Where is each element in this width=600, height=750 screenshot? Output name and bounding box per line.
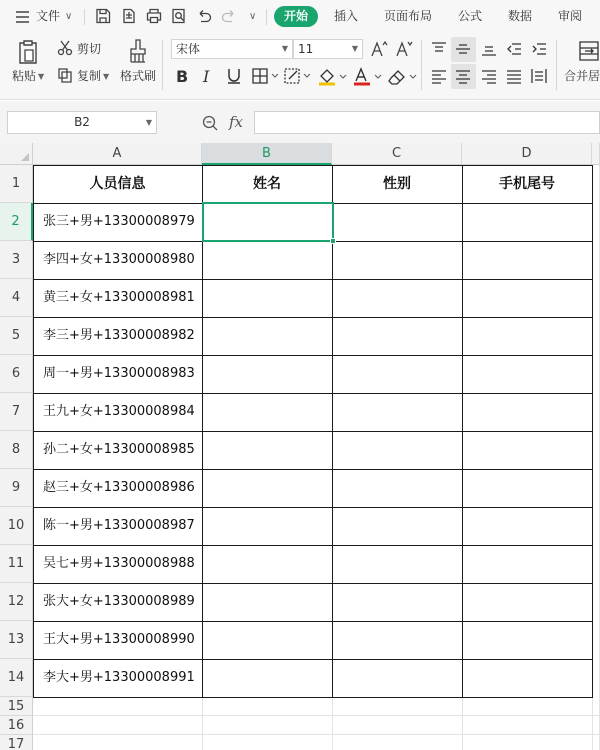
paste-button[interactable]: 粘贴: [12, 69, 37, 83]
cell-d4[interactable]: [472, 279, 590, 317]
column-header-c[interactable]: C: [332, 143, 462, 165]
table-border: [33, 697, 593, 698]
cell-d6[interactable]: [472, 355, 590, 393]
export-pdf-icon[interactable]: [120, 7, 138, 25]
cell-c12[interactable]: [342, 583, 460, 621]
copy-button[interactable]: 复制: [77, 69, 102, 83]
increase-indent-icon[interactable]: [531, 41, 547, 57]
row-header-15[interactable]: 15: [0, 697, 33, 716]
align-right-icon[interactable]: [481, 68, 497, 84]
copy-icon[interactable]: [57, 67, 73, 83]
print-preview-icon[interactable]: [170, 7, 188, 25]
eraser-icon[interactable]: [387, 67, 417, 87]
gridline: [332, 697, 333, 750]
row-header-11[interactable]: 11: [0, 545, 33, 583]
cell-b14[interactable]: [212, 659, 330, 697]
row-header-4[interactable]: 4: [0, 279, 33, 317]
font-name-value: 宋体: [176, 42, 201, 56]
cell-b12[interactable]: [212, 583, 330, 621]
cell-style-icon[interactable]: [283, 67, 311, 85]
cell-d8[interactable]: [472, 431, 590, 469]
cell-b3[interactable]: [212, 241, 330, 279]
chevron-down-icon[interactable]: ∨: [249, 11, 257, 22]
font-name-chevron-icon: ▼: [281, 44, 288, 53]
tab-page-layout[interactable]: 页面布局: [384, 9, 433, 23]
zoom-icon[interactable]: [201, 114, 219, 132]
column-header-e[interactable]: [592, 143, 600, 165]
merge-cells-icon[interactable]: [578, 40, 600, 62]
decrease-indent-icon[interactable]: [506, 41, 522, 57]
cell-c11[interactable]: [342, 545, 460, 583]
menubar-divider: [266, 9, 267, 25]
font-name-select[interactable]: [171, 39, 293, 59]
row-header-1[interactable]: 1: [0, 165, 33, 203]
ribbon-divider: [421, 40, 422, 90]
cell-d5[interactable]: [472, 317, 590, 355]
merge-cells-button[interactable]: 合并居: [564, 69, 600, 83]
font-color-icon[interactable]: [352, 67, 382, 87]
column-header-b[interactable]: B: [202, 143, 332, 165]
undo-icon[interactable]: [195, 7, 213, 25]
header-cell-c1[interactable]: 性别: [383, 176, 411, 192]
cell-d13[interactable]: [472, 621, 590, 659]
cell-b6[interactable]: [212, 355, 330, 393]
decrease-font-icon[interactable]: [395, 40, 413, 58]
print-icon[interactable]: [145, 7, 163, 25]
align-center-icon[interactable]: [455, 68, 471, 84]
gridline: [33, 715, 600, 716]
row-header-16[interactable]: 16: [0, 716, 33, 735]
save-icon[interactable]: [94, 7, 112, 25]
cut-button[interactable]: 剪切: [77, 42, 102, 56]
cell-a2[interactable]: 张三+男+13300008979: [43, 214, 195, 229]
row-header-10[interactable]: 10: [0, 507, 33, 545]
hamburger-icon[interactable]: [14, 8, 32, 26]
tab-home[interactable]: 开始: [274, 6, 318, 27]
bold-icon[interactable]: B: [176, 67, 189, 86]
distributed-align-icon[interactable]: [531, 68, 547, 84]
cell-b9[interactable]: [212, 469, 330, 507]
cell-d2[interactable]: [472, 203, 590, 241]
cell-b8[interactable]: [212, 431, 330, 469]
name-box-chevron-icon: ▼: [145, 118, 152, 127]
cell-a13[interactable]: 王大+男+13300008990: [43, 632, 195, 647]
cell-c8[interactable]: [342, 431, 460, 469]
cell-c3[interactable]: [342, 241, 460, 279]
fill-handle[interactable]: [330, 238, 336, 244]
header-cell-a1[interactable]: 人员信息: [89, 176, 146, 192]
active-cell-selection[interactable]: [202, 202, 334, 242]
align-top-icon[interactable]: [431, 41, 447, 57]
header-cell-b1[interactable]: 姓名: [253, 176, 281, 192]
column-header-d[interactable]: D: [462, 143, 592, 165]
cell-a12[interactable]: 张大+女+13300008989: [43, 594, 195, 609]
ribbon-toolbar: [0, 34, 600, 100]
name-box[interactable]: [7, 111, 157, 134]
paste-icon[interactable]: [16, 39, 40, 65]
row-header-12[interactable]: 12: [0, 583, 33, 621]
cell-c5[interactable]: [342, 317, 460, 355]
select-all-corner[interactable]: [0, 143, 33, 165]
cell-c9[interactable]: [342, 469, 460, 507]
cell-a6[interactable]: 周一+男+13300008983: [43, 366, 195, 381]
menu-bar: [0, 0, 600, 34]
cell-a8[interactable]: 孙二+女+13300008985: [43, 442, 195, 457]
tab-review[interactable]: 审阅: [558, 9, 583, 23]
format-painter-icon[interactable]: [128, 39, 148, 63]
row-header-2[interactable]: 2: [0, 203, 33, 241]
cell-a9[interactable]: 赵三+女+13300008986: [43, 480, 195, 495]
font-size-select[interactable]: [293, 39, 363, 59]
format-painter-button[interactable]: 格式刷: [120, 69, 157, 83]
cell-a4[interactable]: 黄三+女+13300008981: [43, 290, 195, 305]
cell-c13[interactable]: [342, 621, 460, 659]
cell-c4[interactable]: [342, 279, 460, 317]
menubar-divider: [84, 9, 85, 25]
scissors-icon[interactable]: [57, 40, 73, 56]
cell-a11[interactable]: 吴七+男+13300008988: [43, 556, 195, 571]
align-bottom-icon[interactable]: [481, 41, 497, 57]
font-size-value: 11: [298, 42, 314, 56]
underline-icon[interactable]: [225, 67, 243, 85]
cell-d3[interactable]: [472, 241, 590, 279]
tab-insert[interactable]: 插入: [334, 9, 359, 23]
cell-c7[interactable]: [342, 393, 460, 431]
tab-data[interactable]: 数据: [508, 9, 533, 23]
gridline: [33, 734, 600, 735]
cell-d14[interactable]: [472, 659, 590, 697]
fx-icon[interactable]: fx: [229, 113, 244, 131]
cell-d7[interactable]: [472, 393, 590, 431]
cell-b13[interactable]: [212, 621, 330, 659]
cell-c10[interactable]: [342, 507, 460, 545]
gridline: [202, 697, 203, 750]
cell-d12[interactable]: [472, 583, 590, 621]
fill-color-icon[interactable]: [317, 67, 347, 87]
tab-formulas[interactable]: 公式: [458, 9, 483, 23]
align-middle-icon[interactable]: [455, 41, 471, 57]
cell-a7[interactable]: 王九+女+13300008984: [43, 404, 195, 419]
cell-a5[interactable]: 李三+男+13300008982: [43, 328, 195, 343]
name-box-value: B2: [74, 115, 90, 129]
gridline: [592, 697, 593, 750]
row-header-5[interactable]: 5: [0, 317, 33, 355]
cell-a10[interactable]: 陈一+男+13300008987: [43, 518, 195, 533]
header-cell-d1[interactable]: 手机尾号: [499, 176, 555, 192]
cell-c2[interactable]: [342, 203, 460, 241]
increase-font-icon[interactable]: [370, 40, 388, 58]
cell-b10[interactable]: [212, 507, 330, 545]
row-header-3[interactable]: 3: [0, 241, 33, 279]
formula-input[interactable]: [254, 111, 600, 134]
copy-chevron-icon[interactable]: ▼: [103, 72, 110, 81]
cell-b4[interactable]: [212, 279, 330, 317]
row-header-8[interactable]: 8: [0, 431, 33, 469]
row-header-6[interactable]: 6: [0, 355, 33, 393]
cell-a14[interactable]: 李大+男+13300008991: [43, 670, 195, 685]
file-menu[interactable]: 文件: [36, 9, 61, 23]
italic-icon[interactable]: I: [203, 67, 210, 86]
cell-a3[interactable]: 李四+女+13300008980: [43, 252, 195, 267]
row-header-14[interactable]: 14: [0, 659, 33, 697]
cell-d11[interactable]: [472, 545, 590, 583]
cell-d10[interactable]: [472, 507, 590, 545]
cell-b11[interactable]: [212, 545, 330, 583]
paste-chevron-icon[interactable]: ▼: [38, 72, 45, 81]
file-menu-chevron-icon[interactable]: ∨: [65, 11, 73, 22]
align-left-icon[interactable]: [431, 68, 447, 84]
font-size-chevron-icon: ▼: [351, 44, 358, 53]
cell-c14[interactable]: [342, 659, 460, 697]
row-header-13[interactable]: 13: [0, 621, 33, 659]
ribbon-divider: [556, 40, 557, 90]
justify-icon[interactable]: [506, 68, 522, 84]
row-header-9[interactable]: 9: [0, 469, 33, 507]
cell-b5[interactable]: [212, 317, 330, 355]
cell-c6[interactable]: [342, 355, 460, 393]
row-header-7[interactable]: 7: [0, 393, 33, 431]
borders-icon[interactable]: [251, 67, 279, 85]
redo-icon[interactable]: [220, 7, 238, 25]
cell-d9[interactable]: [472, 469, 590, 507]
gridline: [462, 697, 463, 750]
cell-b7[interactable]: [212, 393, 330, 431]
ribbon-divider: [162, 40, 163, 90]
row-header-17[interactable]: 17: [0, 735, 33, 750]
column-header-a[interactable]: A: [33, 143, 202, 165]
